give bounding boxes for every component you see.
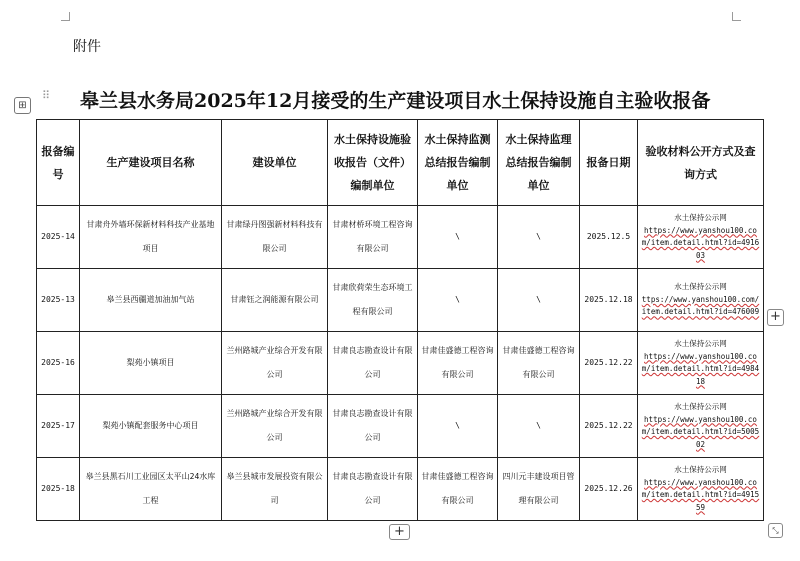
cell-publication[interactable] [638,269,764,332]
cell-supervision-unit[interactable]: \ [498,269,580,332]
cell-publication[interactable] [638,332,764,395]
header-monitoring-unit: 水土保持监测总结报告编制单位 [418,120,498,206]
cell-acceptance-report-unit[interactable]: 甘肃欣荷荣生态环境工程有限公司 [328,269,418,332]
cell-project-name[interactable]: 梨苑小镇配套服务中心项目 [80,395,222,458]
cell-construction-unit[interactable]: 甘肃钰之润能源有限公司 [222,269,328,332]
publication-site-name: 水土保持公示网 [674,282,727,292]
table-select-handle-icon[interactable]: ⊞ [14,97,31,114]
cell-report-date[interactable]: 2025.12.18 [580,269,638,332]
cell-monitoring-unit[interactable]: 甘肃佳盛德工程咨询有限公司 [418,458,498,521]
cell-supervision-unit[interactable]: 四川元丰建设项目管理有限公司 [498,458,580,521]
header-report-no: 报备编号 [37,120,80,206]
drag-dots-icon[interactable]: ⠿ [42,89,49,102]
cell-construction-unit[interactable]: 兰州路城产业综合开发有限公司 [222,332,328,395]
attachment-label: 附件 [73,39,101,55]
cell-monitoring-unit[interactable]: \ [418,269,498,332]
table-header-row [37,120,764,206]
cell-project-name[interactable]: 皋兰县黑石川工业园区太平山24水库工程 [80,458,222,521]
cell-report-no[interactable]: 2025-18 [37,458,80,521]
cell-supervision-unit[interactable]: \ [498,395,580,458]
cell-acceptance-report-unit[interactable]: 甘肃良志勘查设计有限公司 [328,458,418,521]
cell-report-no[interactable]: 2025-16 [37,332,80,395]
cell-project-name[interactable]: 梨苑小镇项目 [80,332,222,395]
table-row [37,269,764,332]
cell-project-name[interactable]: 皋兰县西疆道加油加气站 [80,269,222,332]
page-corner-mark-left [61,12,70,21]
cell-monitoring-unit[interactable]: 甘肃佳盛德工程咨询有限公司 [418,332,498,395]
header-supervision-unit: 水土保持监理总结报告编制单位 [498,120,580,206]
cell-monitoring-unit[interactable]: \ [418,395,498,458]
cell-acceptance-report-unit[interactable]: 甘肃良志勘查设计有限公司 [328,332,418,395]
publication-link[interactable]: ttps://www.yanshou100.com/item.detail.html?id=476009 [641,294,760,317]
table-resize-handle-icon[interactable]: ⤡ [768,523,783,538]
add-column-button[interactable]: + [767,309,784,326]
cell-monitoring-unit[interactable]: \ [418,206,498,269]
cell-construction-unit[interactable]: 皋兰县城市发展投资有限公司 [222,458,328,521]
cell-publication[interactable] [638,458,764,521]
cell-acceptance-report-unit[interactable]: 甘肃良志勘查设计有限公司 [328,395,418,458]
publication-site-name: 水土保持公示网 [674,213,727,222]
cell-report-date[interactable]: 2025.12.26 [580,458,638,521]
cell-publication[interactable] [638,206,764,269]
cell-acceptance-report-unit[interactable]: 甘肃材桥环境工程咨询有限公司 [328,206,418,269]
publication-link[interactable]: https://www.yanshou100.com/item.detail.html?id=491559 [641,477,760,512]
header-report-date: 报备日期 [580,120,638,206]
publication-site-name: 水土保持公示网 [674,402,727,411]
table-row [37,332,764,395]
cell-supervision-unit[interactable]: 甘肃佳盛德工程咨询有限公司 [498,332,580,395]
cell-construction-unit[interactable]: 兰州路城产业综合开发有限公司 [222,395,328,458]
cell-construction-unit[interactable]: 甘肃绿丹图强新材料科技有限公司 [222,206,328,269]
cell-report-no[interactable]: 2025-17 [37,395,80,458]
cell-report-no[interactable]: 2025-13 [37,269,80,332]
header-acceptance-report-unit: 水土保持设施验收报告（文件）编制单位 [328,120,418,206]
table-row [37,458,764,521]
cell-report-no[interactable]: 2025-14 [37,206,80,269]
cell-project-name[interactable]: 甘肃舟外墙环保新材料科技产业基地项目 [80,206,222,269]
report-table [36,119,764,521]
cell-report-date[interactable]: 2025.12.5 [580,206,638,269]
publication-link[interactable]: https://www.yanshou100.com/item.detail.html?id=500502 [641,414,760,449]
cell-publication[interactable] [638,395,764,458]
publication-link[interactable]: https://www.yanshou100.com/item.detail.html?id=498418 [641,351,760,386]
cell-report-date[interactable]: 2025.12.22 [580,395,638,458]
publication-site-name: 水土保持公示网 [674,339,727,348]
header-project-name: 生产建设项目名称 [80,120,222,206]
document-title: 皋兰县水务局2025年12月接受的生产建设项目水土保持设施自主验收报备 [80,90,711,112]
table-row [37,395,764,458]
header-construction-unit: 建设单位 [222,120,328,206]
header-publication: 验收材料公开方式及查询方式 [638,120,764,206]
add-row-button[interactable]: + [389,524,410,540]
table-row [37,206,764,269]
page-corner-mark-right [732,12,741,21]
cell-supervision-unit[interactable]: \ [498,206,580,269]
publication-site-name: 水土保持公示网 [674,465,727,474]
cell-report-date[interactable]: 2025.12.22 [580,332,638,395]
publication-link[interactable]: https://www.yanshou100.com/item.detail.html?id=491603 [641,225,760,260]
